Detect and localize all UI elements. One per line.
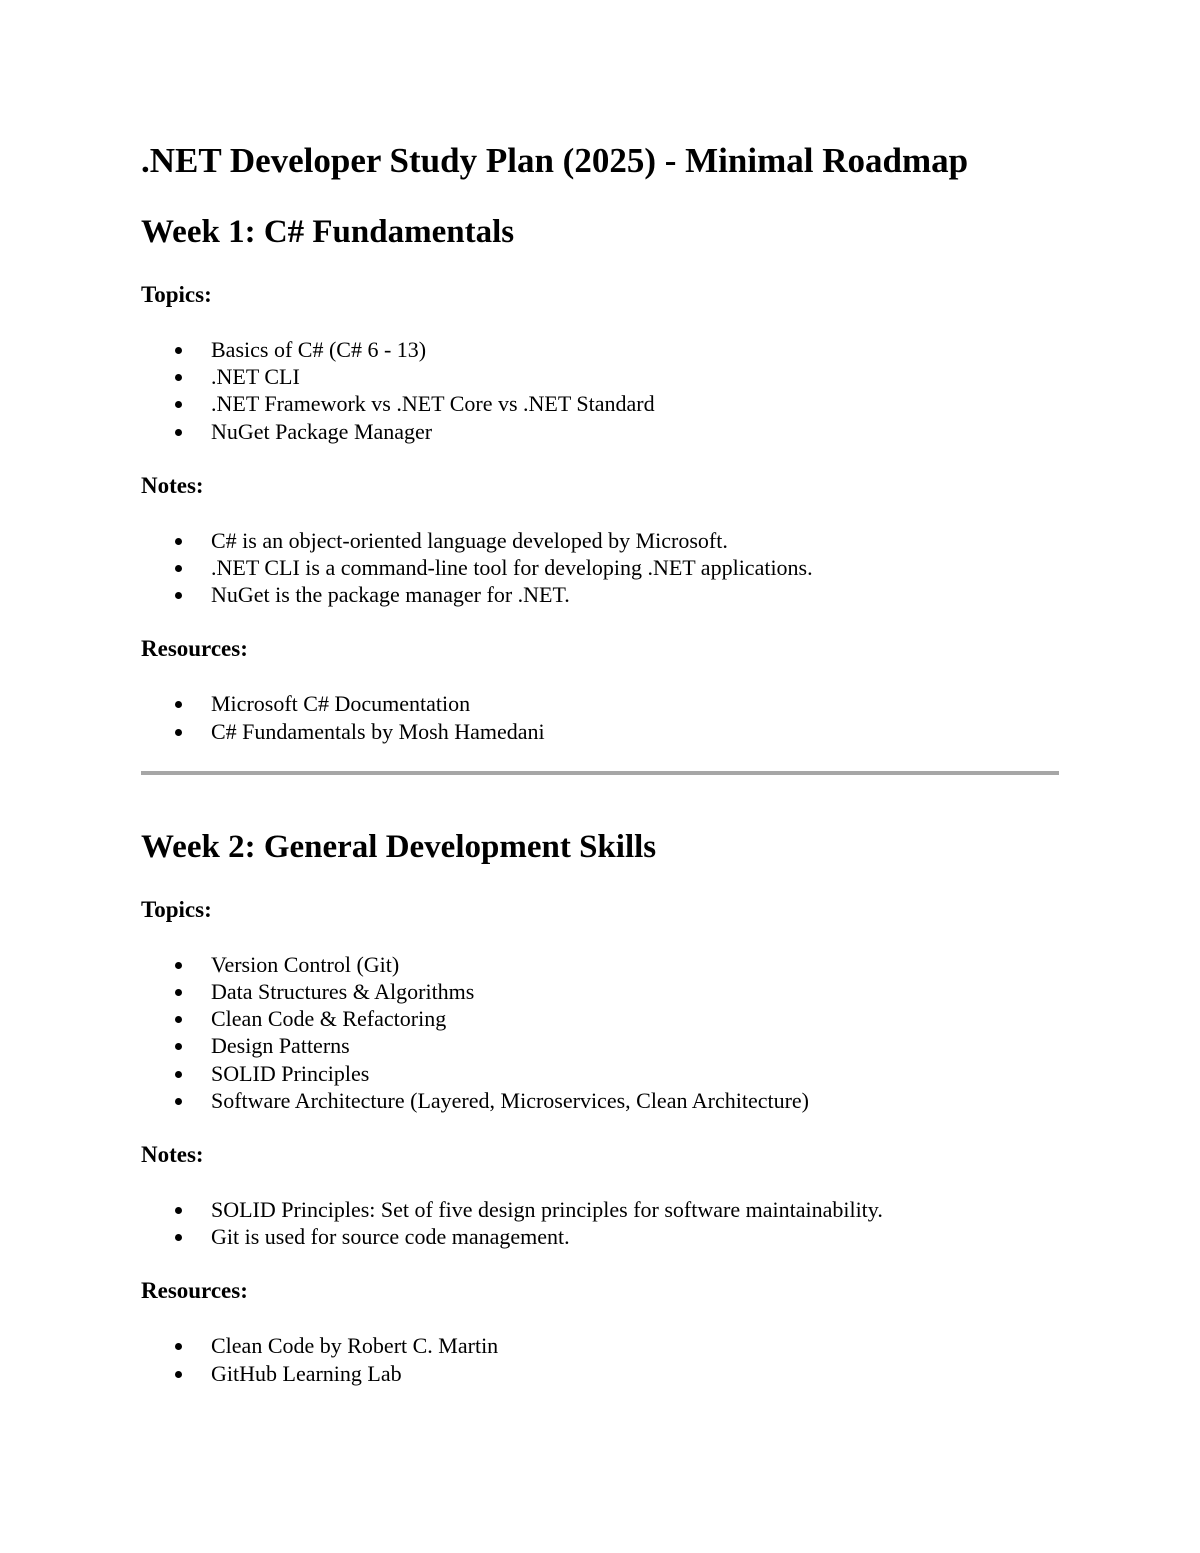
week1-notes-label: Notes: xyxy=(141,472,204,498)
list-item: .NET CLI is a command-line tool for developing .NET applications. xyxy=(141,554,1059,581)
bullet-icon xyxy=(175,1371,182,1378)
list-item: Clean Code by Robert C. Martin xyxy=(141,1332,1059,1359)
bullet-icon xyxy=(175,962,182,969)
list-item: C# is an object-oriented language developed by Microsoft. xyxy=(141,527,1059,554)
list-item: NuGet Package Manager xyxy=(141,418,1059,445)
bullet-icon xyxy=(175,565,182,572)
list-item: Git is used for source code management. xyxy=(141,1223,1059,1250)
week2-notes-label: Notes: xyxy=(141,1142,204,1168)
list-item: Basics of C# (C# 6 - 13) xyxy=(141,336,1059,363)
week2-notes-list xyxy=(141,1196,1059,1250)
week1-topics-list xyxy=(141,336,1059,445)
week2-resources-list xyxy=(141,1332,1059,1386)
bullet-icon xyxy=(175,1098,182,1105)
list-item: Microsoft C# Documentation xyxy=(141,690,1059,717)
week1-resources-label: Resources: xyxy=(141,636,248,662)
list-item: Clean Code & Refactoring xyxy=(141,1005,1059,1032)
document-title: .NET Developer Study Plan (2025) - Minimal Roadmap xyxy=(141,141,969,180)
week1-resources-list xyxy=(141,690,1059,744)
list-item: SOLID Principles: Set of five design principles for software maintainability. xyxy=(141,1196,1059,1223)
week2-topics-label: Topics: xyxy=(141,896,212,922)
bullet-icon xyxy=(175,729,182,736)
list-item: .NET CLI xyxy=(141,363,1059,390)
bullet-icon xyxy=(175,1234,182,1241)
bullet-icon xyxy=(175,1343,182,1350)
bullet-icon xyxy=(175,429,182,436)
bullet-icon xyxy=(175,1016,182,1023)
bullet-icon xyxy=(175,538,182,545)
horizontal-divider xyxy=(141,771,1059,775)
list-item: NuGet is the package manager for .NET. xyxy=(141,581,1059,608)
bullet-icon xyxy=(175,347,182,354)
bullet-icon xyxy=(175,1071,182,1078)
bullet-icon xyxy=(175,1043,182,1050)
list-item: .NET Framework vs .NET Core vs .NET Standard xyxy=(141,390,1059,417)
list-item: GitHub Learning Lab xyxy=(141,1360,1059,1387)
week1-title: Week 1: C# Fundamentals xyxy=(141,214,515,250)
week1-notes-list xyxy=(141,527,1059,609)
week2-topics-list xyxy=(141,951,1059,1114)
bullet-icon xyxy=(175,374,182,381)
bullet-icon xyxy=(175,989,182,996)
list-item: C# Fundamentals by Mosh Hamedani xyxy=(141,718,1059,745)
bullet-icon xyxy=(175,401,182,408)
bullet-icon xyxy=(175,592,182,599)
bullet-icon xyxy=(175,1207,182,1214)
week1-topics-label: Topics: xyxy=(141,282,212,307)
list-item: Data Structures & Algorithms xyxy=(141,978,1059,1005)
list-item: SOLID Principles xyxy=(141,1060,1059,1087)
bullet-icon xyxy=(175,701,182,708)
list-item: Design Patterns xyxy=(141,1032,1059,1059)
list-item: Version Control (Git) xyxy=(141,951,1059,978)
list-item: Software Architecture (Layered, Microservices, Clean Architecture) xyxy=(141,1087,1059,1114)
document-page xyxy=(141,138,1059,1387)
week2-resources-label: Resources: xyxy=(141,1278,248,1304)
week2-title: Week 2: General Development Skills xyxy=(141,828,657,865)
